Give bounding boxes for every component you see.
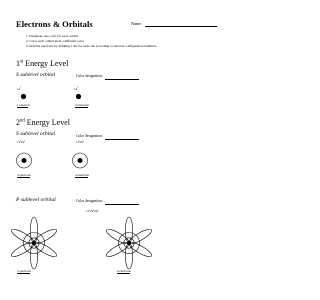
electron-configuration: $1s^2$ <box>74 86 79 92</box>
electron-configuration: $1s^1$ <box>17 86 22 92</box>
color-designation-label: Color designation: <box>76 74 103 78</box>
p-lobe <box>127 227 153 246</box>
underline <box>17 273 30 274</box>
section-title-energy-level-2: 2nd Energy Level <box>16 118 70 127</box>
name-label: Name <box>131 21 142 26</box>
section-title-energy-level-1: 1st Energy Level <box>16 59 69 68</box>
underline <box>117 273 130 274</box>
s-sublevel-heading: S sublevel orbital <box>16 72 56 78</box>
instruction-item: 1. Designate one color for each orbital. <box>26 34 79 38</box>
page-title: Electrons & Orbitals <box>16 19 93 29</box>
electron-count-label: 6 electrons <box>117 269 131 273</box>
p-lobe <box>127 240 153 259</box>
p-lobe <box>105 227 131 246</box>
s-sublevel-heading: S sublevel orbital <box>16 131 56 137</box>
electron-count-label: 3 electrons <box>17 173 31 177</box>
color-designation-label: Color designation: <box>76 199 103 203</box>
electron-count-label: 4 electrons <box>75 173 89 177</box>
electron-configuration: 1s²2s¹ <box>17 140 26 144</box>
electron-configuration: 1s²2s²2p¹ <box>86 209 99 213</box>
instruction-item: 3. Indicate electrons by marking a dot for each one according to electron configuration numbers. <box>26 44 157 48</box>
p-lobe <box>125 243 132 269</box>
electron-count-label: 5 electrons <box>17 269 31 273</box>
instruction-item: 2. Color each orbital level a different color <box>26 39 84 43</box>
p-lobe <box>105 240 131 259</box>
p-lobe <box>125 217 132 243</box>
color-designation-label: Color designation: <box>76 134 103 138</box>
electron-configuration: 1s²2s² <box>76 140 85 144</box>
electron-count-label: 2 electrons <box>75 103 89 107</box>
electron-count-label: 1 electron <box>17 103 30 107</box>
nucleus-dot <box>127 241 131 245</box>
p-sublevel-heading: P sublevel orbital <box>16 197 56 203</box>
